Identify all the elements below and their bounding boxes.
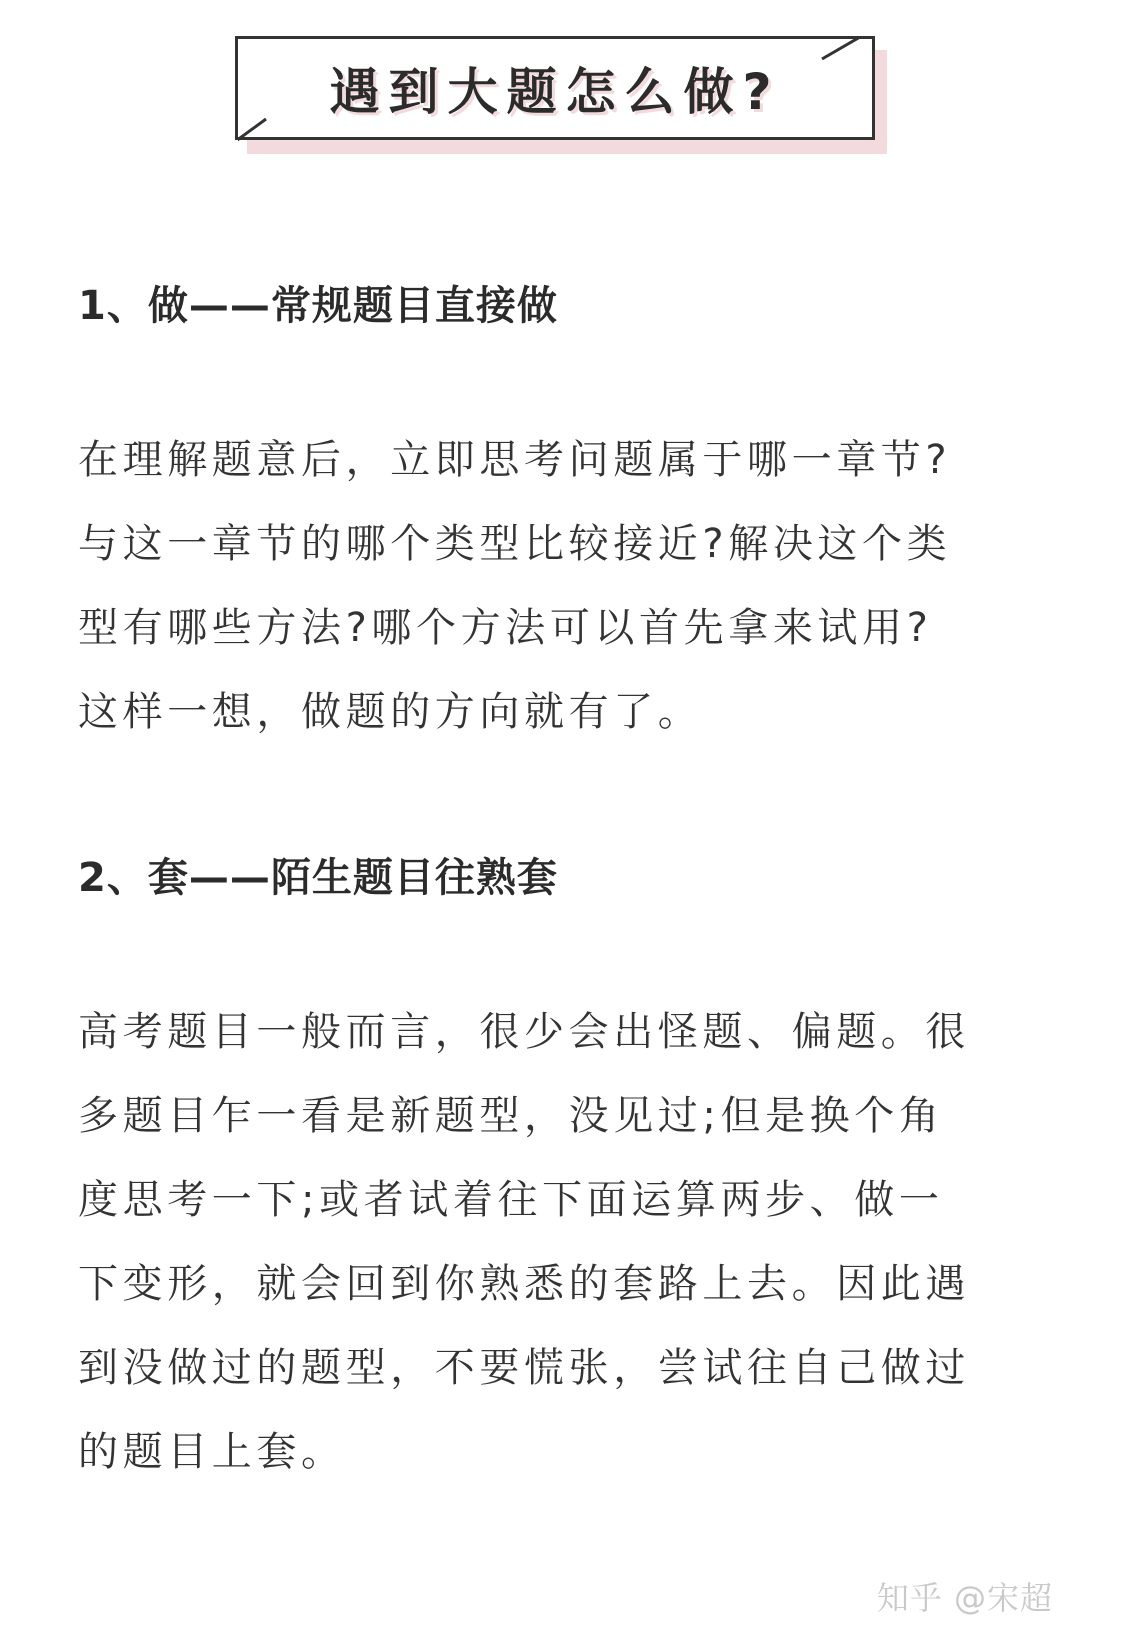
title-banner [235, 36, 889, 152]
zhihu-watermark: 知乎 @宋超 [876, 1579, 1053, 1617]
paragraph-line: 下变形，就会回到你熟悉的套路上去。因此遇 [78, 1261, 970, 1307]
paragraph-line: 的题目上套。 [78, 1429, 346, 1475]
section-paragraph-1 [78, 418, 1038, 754]
title-box [235, 36, 875, 140]
section-heading-1: 1、做——常规题目直接做 [78, 283, 558, 329]
paragraph-line: 与这一章节的哪个类型比较接近?解决这个类 [78, 521, 952, 567]
paragraph-line: 到没做过的题型，不要慌张，尝试往自己做过 [78, 1345, 970, 1391]
paragraph-line: 度思考一下;或者试着往下面运算两步、做一 [78, 1177, 944, 1223]
paragraph-line: 这样一想，做题的方向就有了。 [78, 689, 703, 735]
paragraph-line: 在理解题意后，立即思考问题属于哪一章节? [78, 437, 952, 483]
title-corner-lines [238, 39, 878, 143]
paragraph-line: 多题目乍一看是新题型，没见过;但是换个角 [78, 1093, 944, 1139]
page-title: 遇到大题怎么做? [329, 63, 781, 121]
section-heading-2: 2、套——陌生题目往熟套 [78, 855, 558, 901]
paragraph-line: 型有哪些方法?哪个方法可以首先拿来试用? [78, 605, 933, 651]
paragraph-line: 高考题目一般而言，很少会出怪题、偏题。很 [78, 1009, 970, 1055]
section-paragraph-2 [78, 990, 1038, 1494]
